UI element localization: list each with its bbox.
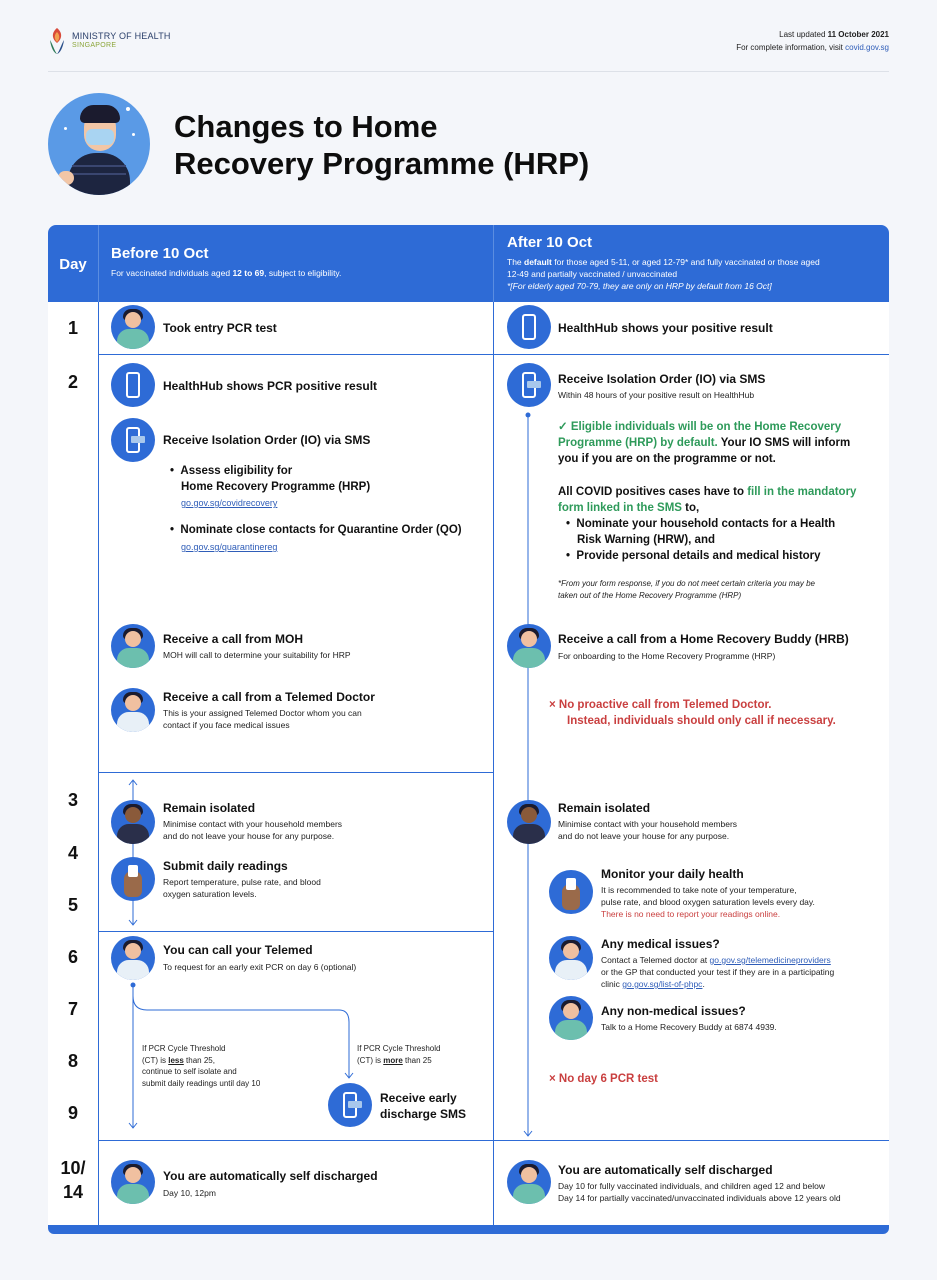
day-10: 10/ <box>60 1158 86 1178</box>
col-divider-day <box>98 302 99 1233</box>
after-d2-io-sub: Within 48 hours of your positive result on HealthHub <box>558 390 755 400</box>
before-d2-io: Receive Isolation Order (IO) via SMS <box>163 433 371 447</box>
day-14: 14 <box>62 1182 84 1202</box>
day-8: 8 <box>67 1051 78 1071</box>
header-after-title: After 10 Oct <box>507 234 593 251</box>
after-medical-title: Any medical issues? <box>601 937 720 951</box>
info-prefix: For complete information, visit <box>736 43 846 52</box>
person-celebrate-icon <box>507 1160 551 1204</box>
hand-device-icon <box>549 870 593 914</box>
before-d2-telemed-title: Receive a call from a Telemed Doctor <box>163 690 375 704</box>
after-d3-sub: Minimise contact with your household members and do not leave your house for any purpose. <box>558 819 738 841</box>
person-mask-icon <box>48 93 150 195</box>
after-hrb-title: Receive a call from a Home Recovery Buddy (HRB) <box>558 632 849 646</box>
before-d4-title: Submit daily readings <box>163 859 288 873</box>
day-3: 3 <box>67 790 78 810</box>
header-before-sub: For vaccinated individuals aged 12 to 69, subject to eligibility. <box>111 268 342 278</box>
day-6: 6 <box>67 947 78 967</box>
person-swab-icon <box>111 305 155 349</box>
before-d2-bullet-assess: • Assess eligibility for Home Recovery Programme (HRP) <box>170 465 371 493</box>
covidrecovery-link[interactable]: go.gov.sg/covidrecovery <box>181 498 278 508</box>
before-d2-telemed-sub: This is your assigned Telemed Doctor whom you can contact if you face medical issues <box>163 708 362 730</box>
row-divider-1 <box>98 354 889 355</box>
after-d10-title: You are automatically self discharged <box>558 1163 773 1177</box>
phone-icon <box>111 363 155 407</box>
before-d6-sub: To request for an early exit PCR on day 6 (optional) <box>163 962 357 972</box>
row-divider-9 <box>98 1140 889 1141</box>
after-d10-sub: Day 10 for fully vaccinated individuals, and children aged 12 and below Day 14 for partially vaccinated/unvaccinated individuals above 12 years old <box>558 1181 841 1203</box>
hand-device-icon <box>111 857 155 901</box>
doctor-headset-icon <box>111 624 155 668</box>
header-after-sub: The default for those aged 5-11, or aged 12-79* and fully vaccinated or those aged 12-49 and partially vaccinated / unvaccinated *[For elderly aged 70-79, they are only on HRP by default from 16 Oct] <box>507 257 820 291</box>
before-d3-sub: Minimise contact with your household members and do not leave your house for any purpose. <box>163 819 343 841</box>
after-nonmedical-sub: Talk to a Home Recovery Buddy at 6874 4939. <box>601 1022 777 1032</box>
after-all-covid-text: All COVID positives cases have to fill in the mandatory form linked in the SMS to, <box>558 486 857 514</box>
row-divider-5-before <box>98 931 493 932</box>
doctor-icon <box>549 936 593 980</box>
day-2: 2 <box>67 372 78 392</box>
before-d2-moh-sub: MOH will call to determine your suitability for HRP <box>163 650 351 660</box>
buddy-headset-icon <box>507 624 551 668</box>
after-d1-title: HealthHub shows your positive result <box>558 321 773 335</box>
phone-message-icon <box>328 1083 372 1127</box>
after-nonmedical-title: Any non-medical issues? <box>601 1004 746 1018</box>
before-d2-bullet-nominate: • Nominate close contacts for Quarantine Order (QO) <box>170 524 462 536</box>
before-d4-sub: Report temperature, pulse rate, and blood oxygen saturation levels. <box>163 877 321 899</box>
info-link[interactable]: covid.gov.sg <box>845 43 889 52</box>
day-4: 4 <box>67 843 78 863</box>
header-before-title: Before 10 Oct <box>111 245 209 262</box>
phone-message-icon <box>111 418 155 462</box>
person-reading-icon <box>111 800 155 844</box>
after-eligible-text: ✓ Eligible individuals will be on the Home Recovery Programme (HRP) by default. Your IO SMS will inform you if you are on the programme or not. <box>558 421 851 465</box>
after-monitor-title: Monitor your daily health <box>601 867 744 881</box>
person-reading-icon <box>507 800 551 844</box>
after-d3-title: Remain isolated <box>558 801 651 815</box>
moh-logo-icon <box>48 26 66 56</box>
header-divider <box>48 71 889 72</box>
updated-prefix: Last updated <box>779 30 828 39</box>
after-all-covid-bullets: • Nominate your household contacts for a Health Risk Warning (HRW), and • Provide personal details and medical history <box>566 518 836 562</box>
person-celebrate-icon <box>111 1160 155 1204</box>
before-d2-moh-title: Receive a call from MOH <box>163 632 304 646</box>
before-d3-title: Remain isolated <box>163 801 256 815</box>
after-no-pcr: × No day 6 PCR test <box>549 1073 658 1085</box>
before-d10-sub: Day 10, 12pm <box>163 1188 216 1198</box>
page-title <box>174 108 589 182</box>
phone-icon <box>507 305 551 349</box>
row-divider-2-before <box>98 772 493 773</box>
after-no-telemed: × No proactive call from Telemed Doctor. Instead, individuals should only call if necessary. <box>549 699 836 727</box>
buddy-headset-icon <box>549 996 593 1040</box>
header-divider-cols <box>493 225 494 302</box>
before-d2-healthhub: HealthHub shows PCR positive result <box>163 379 378 393</box>
after-note: *From your form response, if you do not meet certain criteria you may be taken out of the Home Recovery Programme (HRP) <box>558 579 815 600</box>
before-d6-title: You can call your Telemed <box>163 943 313 957</box>
org-sub: SINGAPORE <box>72 42 117 49</box>
doctor-icon <box>111 688 155 732</box>
updated-date: 11 October 2021 <box>827 30 889 39</box>
header-info <box>589 28 889 54</box>
before-d1-title: Took entry PCR test <box>163 321 277 335</box>
header-day: Day <box>59 256 87 273</box>
day-7: 7 <box>67 999 78 1019</box>
day-9: 9 <box>67 1103 78 1123</box>
after-medical-sub: Contact a Telemed doctor at go.gov.sg/telemedicineproviders or the GP that conducted your test if they are in a participating clinic go.gov.sg/list-of-phpc. <box>601 955 835 989</box>
col-divider-main <box>493 302 494 1233</box>
org-name: MINISTRY OF HEALTH <box>72 31 171 41</box>
after-timeline <box>523 410 533 1138</box>
list-of-phpc-link[interactable]: go.gov.sg/list-of-phpc <box>622 979 703 989</box>
before-d10-title: You are automatically self discharged <box>163 1169 378 1183</box>
header-divider-day <box>98 225 99 302</box>
day-1: 1 <box>67 318 78 338</box>
footer-bar <box>48 1225 889 1234</box>
ct-more-text: If PCR Cycle Threshold (CT) is more than 25 <box>357 1044 441 1065</box>
phone-message-icon <box>507 363 551 407</box>
title-line1: Changes to Home <box>174 109 438 144</box>
telemedicineproviders-link[interactable]: go.gov.sg/telemedicineproviders <box>709 955 831 965</box>
title-line2: Recovery Programme (HRP) <box>174 146 590 181</box>
after-monitor-sub: It is recommended to take note of your temperature, pulse rate, and blood oxygen saturation levels every day. There is no need to report your readings online. <box>601 885 815 919</box>
quarantinereg-link[interactable]: go.gov.sg/quarantinereg <box>181 542 278 552</box>
table-header <box>48 225 889 302</box>
ct-less-text: If PCR Cycle Threshold (CT) is less than 25, continue to self isolate and submit daily readings until day 10 <box>142 1044 261 1088</box>
early-discharge-title: Receive early discharge SMS <box>380 1091 467 1121</box>
doctor-call-icon <box>111 936 155 980</box>
after-d2-io: Receive Isolation Order (IO) via SMS <box>558 372 766 386</box>
after-hrb-sub: For onboarding to the Home Recovery Programme (HRP) <box>558 651 776 661</box>
day-5: 5 <box>67 895 78 915</box>
